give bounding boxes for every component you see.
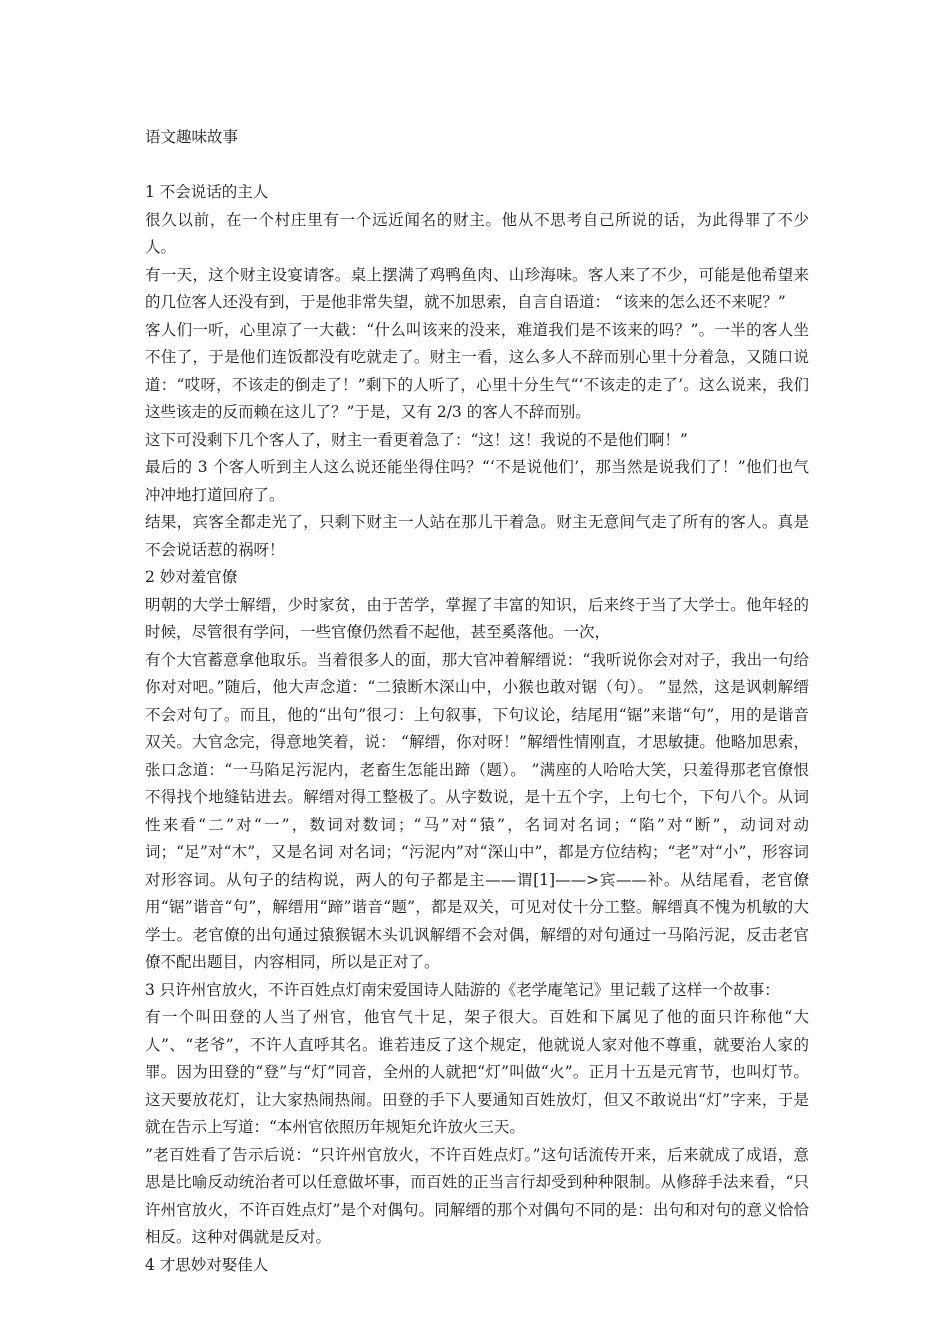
- paragraph: 这下可没剩下几个客人了，财主一看更着急了：“这！这！我说的不是他们啊！”: [145, 430, 688, 449]
- story-heading-4: 4 才思妙对娶佳人: [145, 1255, 269, 1274]
- paragraph: 明朝的大学士解缙，少时家贫，由于苦学，掌握了丰富的知识，后来终于当了大学士。他年轻的时候，尽管很有学问，一些官僚仍然看不起他，甚至奚落他。一次，: [145, 595, 809, 641]
- story-heading-1: 1 不会说话的主人: [145, 183, 269, 201]
- paragraph: ”老百姓看了告示后说：“只许州官放火，不许百姓点灯。”这句话流传开来，后来就成了成语，意思是比喻反动统治者可以任意做坏事，而百姓的正当言行却受到种种限制。从修辞手法来看，“只许州官放火，不许百姓点灯”是个对偶句。同解缙的那个对偶句不同的是：出句和对句的意义恰恰相反。这种对偶就是反对。: [145, 1145, 809, 1246]
- document-title: 语文趣味故事: [145, 128, 239, 146]
- paragraph: 有个大官蓄意拿他取乐。当着很多人的面，那大官冲着解缙说：“我听说你会对对子，我出一句给你对对吧。”随后，他大声念道：“二猿断木深山中，小猴也敢对锯（句）。 ”显然，这是讽刺解缙不会对句了。而且，他的“出句”很刁：上句叙事，下句议论，结尾用“锯”来谐“句”，用的是谐音双关。大官念完，得意地笑着，说： “解缙，你对呀！”解缙性情刚直，才思敏捷。他略加思索，张口念道：“一马陷足污泥内，老畜生怎能出蹄（题）。 ”满座的人哈哈大笑，只羞得那老官僚恨不得找个地缝钻进去。解缙对得工整极了。从字数说，是十五个字，上句七个，下句八个。从词性来看“二”对“一”，数词对数词；“马”对“猿”，名词对名词；“陷”对“断”，动词对动词；“足”对“木”，又是名词 对名词；“污泥内”对“深山中”，都是方位结构；“老”对“小”，形容词对形容词。从句子的结构说，两人的句子都是主——谓[1]——>宾——补。从结尾看，老官僚用“锯”谐音“句”，解缙用“蹄”谐音“题”，都是双关，可见对仗十分工整。解缙真不愧为机敏的大学士。老官僚的出句通过猿猴锯木头讥讽解缙不会对偶，解缙的对句通过一马陷污泥，反击老官僚不配出题目，内容相同，所以是正对了。: [145, 650, 809, 971]
- paragraph: 有一个叫田登的人当了州官，他官气十足，架子很大。百姓和下属见了他的面只许称他“大人”、“老爷”，不许人直呼其名。谁若违反了这个规定，他就说人家对他不尊重，就要治人家的罪。因为田登的“登”与“灯”同音，全州的人就把“灯”叫做“火”。正月十五是元宵节，也叫灯节。这天要放花灯，让大家热闹热闹。田登的手下人要通知百姓放灯，但又不敢说出“灯”字来，于是就在告示上写道：“本州官依照历年规矩允许放火三天。: [145, 1008, 809, 1136]
- paragraph: 客人们一听，心里凉了一大截：“什么叫该来的没来，难道我们是不该来的吗？”。一半的客人坐不住了，于是他们连饭都没有吃就走了。财主一看，这么多人不辞而别心里十分着急，又随口说道：“哎呀，不该走的倒走了！”剩下的人听了，心里十分生气“‘不该走的走了’。这么说来，我们这些该走的反而赖在这儿了？”于是，又有 2/3 的客人不辞而别。: [145, 320, 809, 421]
- document-body: [145, 124, 809, 1279]
- paragraph: 很久以前，在一个村庄里有一个远近闻名的财主。他从不思考自己所说的话，为此得罪了不少人。: [145, 210, 809, 256]
- paragraph: 结果，宾客全都走光了，只剩下财主一人站在那儿干着急。财主无意间气走了所有的客人。真是不会说话惹的祸呀！: [145, 513, 809, 559]
- paragraph: 最后的 3 个客人听到主人这么说还能坐得住吗？“‘不是说他们’，那当然是说我们了！”他们也气冲冲地打道回府了。: [145, 458, 809, 504]
- story-heading-3: 3 只许州官放火，不许百姓点灯南宋爱国诗人陆游的《老学庵笔记》里记载了这样一个故事：: [145, 980, 780, 999]
- paragraph: 有一天，这个财主设宴请客。桌上摆满了鸡鸭鱼肉、山珍海味。客人来了不少，可能是他希望来的几位客人还没有到，于是他非常失望，就不加思索，自言自语道： “该来的怎么还不来呢？”: [145, 265, 809, 311]
- story-heading-2: 2 妙对羞官僚: [145, 568, 238, 586]
